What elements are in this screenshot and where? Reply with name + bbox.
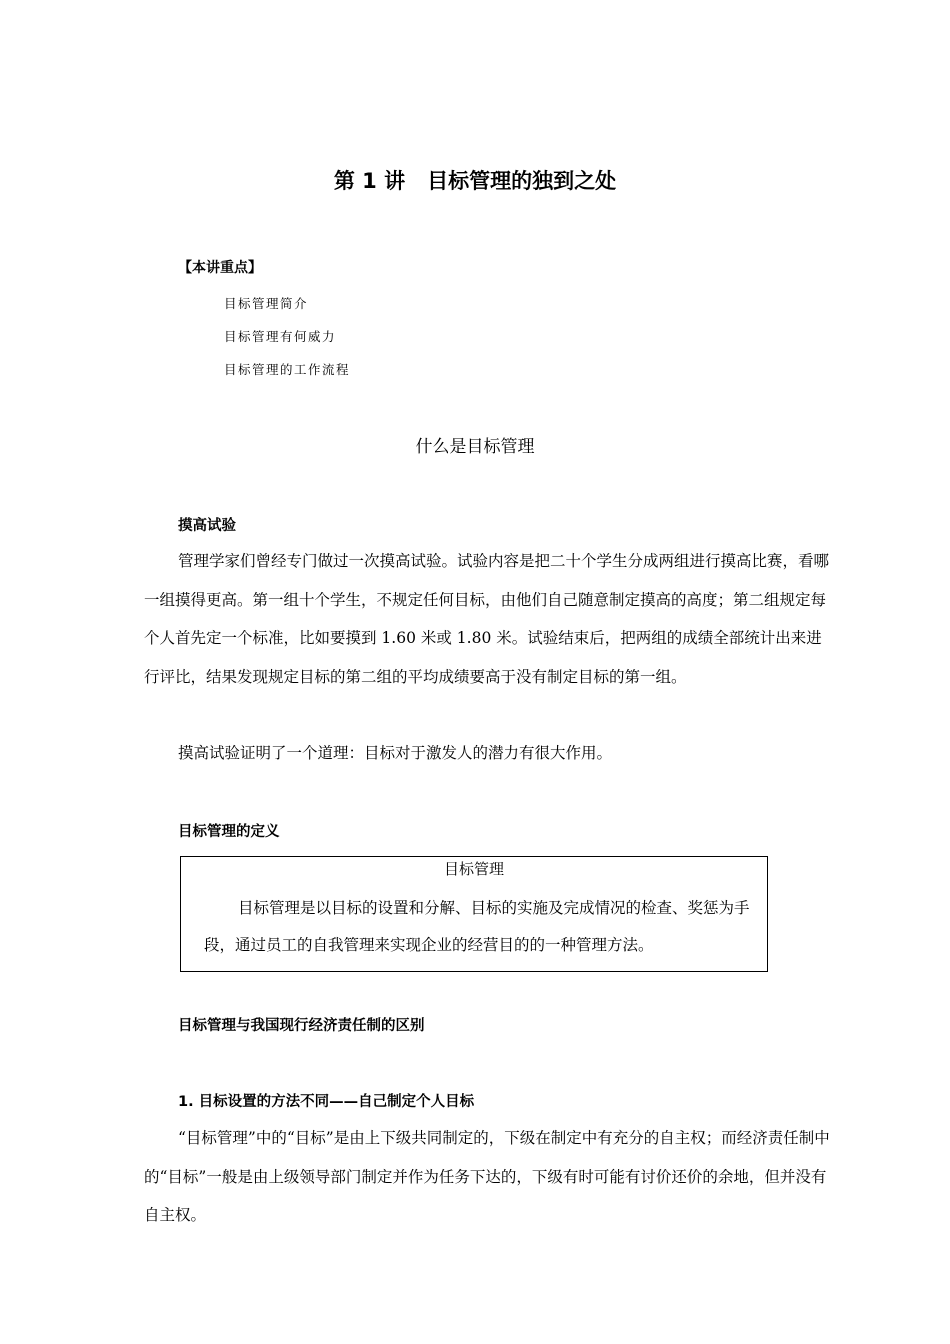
section-title: 什么是目标管理 bbox=[415, 437, 535, 457]
lecture-title-text: 目标管理的独到之处 bbox=[427, 169, 617, 193]
key-point-item: 目标管理有何威力 bbox=[224, 329, 337, 344]
experiment-heading: 摸高试验 bbox=[178, 518, 236, 534]
key-points-label: 【本讲重点】 bbox=[178, 260, 262, 276]
key-point-item: 目标管理的工作流程 bbox=[224, 362, 351, 377]
definition-heading: 目标管理的定义 bbox=[178, 824, 280, 840]
difference-heading: 目标管理与我国现行经济责任制的区别 bbox=[178, 1018, 425, 1034]
experiment-conclusion bbox=[144, 734, 834, 773]
key-point-item: 目标管理简介 bbox=[224, 296, 309, 311]
definition-box-title: 目标管理 bbox=[443, 860, 504, 878]
difference-point-text: “目标管理”中的“目标”是由上下级共同制定的，下级在制定中有充分的自主权；而经济责任制中的“目标”一般是由上级领导部门制定并作为任务下达的，下级有时可能有讨价还价的余地，但并没有自主权。 bbox=[144, 1129, 830, 1224]
definition-box-text bbox=[204, 890, 760, 964]
difference-point-heading: 1. 目标设置的方法不同——自己制定个人目标 bbox=[178, 1094, 475, 1110]
experiment-paragraph bbox=[144, 542, 834, 696]
lecture-title bbox=[0, 165, 950, 195]
experiment-paragraph-text: 管理学家们曾经专门做过一次摸高试验。试验内容是把二十个学生分成两组进行摸高比赛，看哪一组摸得更高。第一组十个学生，不规定任何目标，由他们自己随意制定摸高的高度；第二组规定每个人首先定一个标准，比如要摸到 1.60 米或 1.80 米。试验结束后，把两组的成绩全部统计出来进行评比，结果发现规定目标的第二组的平均成绩要高于没有制定目标的第一组。 bbox=[144, 552, 830, 686]
experiment-conclusion-text: 摸高试验证明了一个道理：目标对于激发人的潜力有很大作用。 bbox=[178, 744, 613, 762]
definition-text: 目标管理是以目标的设置和分解、目标的实施及完成情况的检查、奖惩为手段，通过员工的自我管理来实现企业的经营目的的一种管理方法。 bbox=[204, 899, 750, 954]
difference-point-paragraph bbox=[144, 1119, 834, 1235]
lecture-number: 第 1 讲 bbox=[333, 169, 406, 193]
